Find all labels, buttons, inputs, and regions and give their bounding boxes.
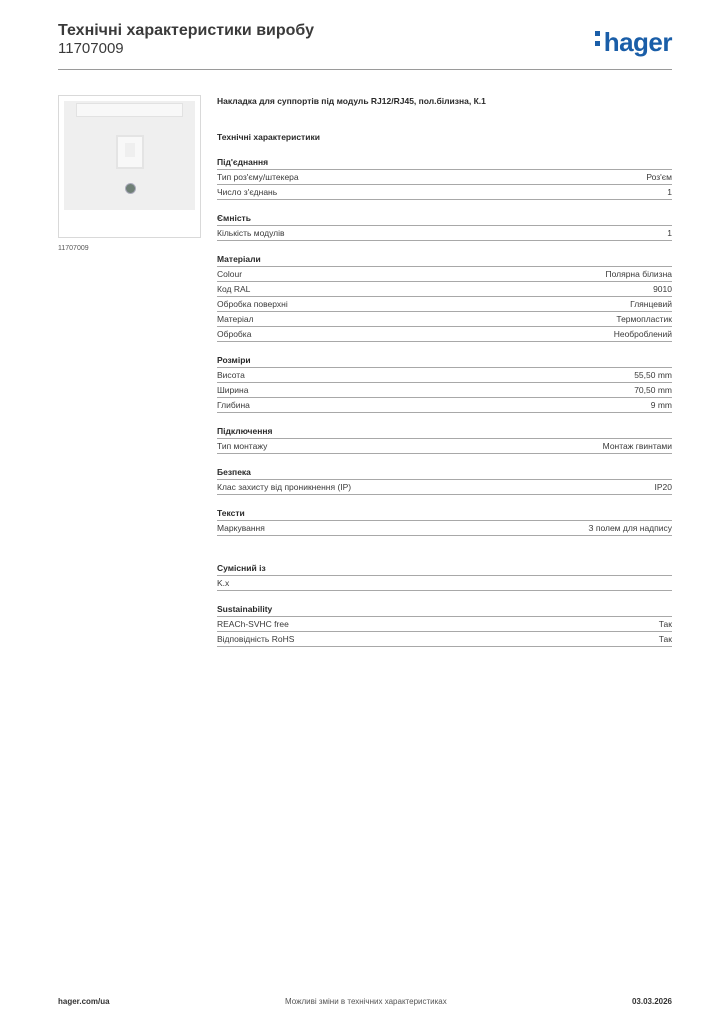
- spec-section: [217, 253, 672, 342]
- section-title: Тексти: [217, 507, 672, 521]
- spec-row: [217, 297, 672, 312]
- spec-value: 9 mm: [650, 400, 672, 410]
- spec-row: [217, 267, 672, 282]
- footer-website[interactable]: hager.com/ua: [58, 997, 110, 1006]
- spec-row: [217, 226, 672, 241]
- spec-label: Маркування: [217, 523, 265, 533]
- spec-value: Полярна білизна: [605, 269, 672, 279]
- spec-label: Код RAL: [217, 284, 251, 294]
- spec-label: Обробка: [217, 329, 252, 339]
- spec-row: [217, 368, 672, 383]
- spec-row: [217, 312, 672, 327]
- spec-row: [217, 398, 672, 413]
- product-image: [58, 95, 201, 238]
- spec-label: Число з'єднань: [217, 187, 278, 197]
- spec-label: Ширина: [217, 385, 249, 395]
- spec-value: 55,50 mm: [634, 370, 672, 380]
- footer-date: 03.03.2026: [631, 997, 672, 1006]
- spec-row: [217, 480, 672, 495]
- spec-label: Colour: [217, 269, 243, 279]
- spec-row: [217, 521, 672, 536]
- section-title: Сумісний із: [217, 562, 672, 576]
- led-icon: [125, 183, 136, 194]
- spec-label: REACh-SVHC free: [217, 619, 289, 629]
- spec-section: [217, 603, 672, 647]
- spec-row: [217, 383, 672, 398]
- spec-section: [217, 425, 672, 454]
- spec-sections: [217, 156, 672, 647]
- spec-value: З полем для надпису: [588, 523, 672, 533]
- spec-label: Кількість модулів: [217, 228, 285, 238]
- section-title: Розміри: [217, 354, 672, 368]
- spec-section: [217, 507, 672, 536]
- section-title: Ємність: [217, 212, 672, 226]
- product-title: Накладка для суппортів під модуль RJ12/RJ45, пол.білизна, К.1: [217, 96, 486, 106]
- spec-section: [217, 354, 672, 413]
- spec-row: [217, 170, 672, 185]
- spec-label: K.x: [217, 578, 230, 588]
- spec-label: Глибина: [217, 400, 250, 410]
- section-title: Sustainability: [217, 603, 672, 617]
- spec-content: [217, 94, 672, 647]
- spec-section: [217, 466, 672, 495]
- header-divider: [58, 69, 672, 70]
- spec-value: IP20: [654, 482, 672, 492]
- spec-label: Тип роз'єму/штекера: [217, 172, 299, 182]
- logo-text: hager: [603, 27, 672, 57]
- image-caption: 11707009: [58, 245, 89, 252]
- spec-value: Термопластик: [616, 314, 672, 324]
- spec-label: Обробка поверхні: [217, 299, 288, 309]
- spec-row: [217, 576, 672, 591]
- spec-row: [217, 617, 672, 632]
- spec-value: 1: [667, 228, 672, 238]
- page-title: Технічні характеристики виробу: [58, 22, 314, 39]
- section-title: Матеріали: [217, 253, 672, 267]
- spec-row: [217, 327, 672, 342]
- spec-value: Необроблений: [613, 329, 672, 339]
- rj-port: [116, 135, 144, 169]
- spec-label: Клас захисту від проникнення (IP): [217, 482, 352, 492]
- spec-value: Так: [658, 634, 672, 644]
- spec-heading: Технічні характеристики: [217, 132, 320, 142]
- spec-value: 70,50 mm: [634, 385, 672, 395]
- product-code: 11707009: [58, 40, 124, 57]
- section-title: Безпека: [217, 466, 672, 480]
- spec-label: Матеріал: [217, 314, 254, 324]
- hager-logo: [595, 26, 672, 58]
- footer-disclaimer: Можливі зміни в технічних характеристиках: [285, 997, 447, 1006]
- cover-plate-picture: [64, 101, 195, 210]
- spec-section: [217, 212, 672, 241]
- spec-value: 9010: [653, 284, 672, 294]
- spec-label: Тип монтажу: [217, 441, 268, 451]
- spec-value: 1: [667, 187, 672, 197]
- label-field: [76, 103, 183, 117]
- spec-value: Роз'єм: [646, 172, 672, 182]
- section-title: Підключення: [217, 425, 672, 439]
- spec-section: [217, 562, 672, 591]
- spec-row: [217, 185, 672, 200]
- spec-value: Монтаж гвинтами: [602, 441, 672, 451]
- spec-label: Висота: [217, 370, 245, 380]
- spec-value: Так: [658, 619, 672, 629]
- logo-colon-icon: [595, 26, 601, 51]
- spec-label: Відповідність RoHS: [217, 634, 295, 644]
- spec-row: [217, 282, 672, 297]
- spec-section: [217, 156, 672, 200]
- spec-row: [217, 439, 672, 454]
- spec-value: Глянцевий: [630, 299, 672, 309]
- section-title: Під'єднання: [217, 156, 672, 170]
- spec-row: [217, 632, 672, 647]
